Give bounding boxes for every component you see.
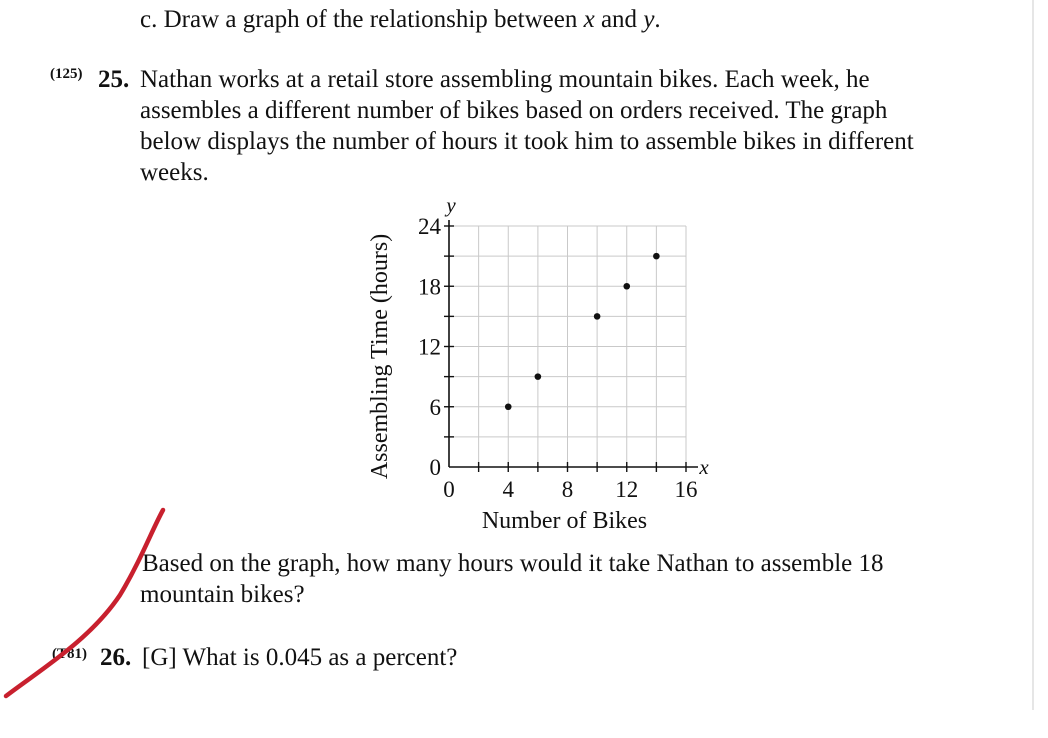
prev-text-a: Draw a graph of the relationship between [163,6,584,33]
q26-lesson-ref: (T81) [52,646,87,662]
page-edge-divider [1032,0,1034,710]
x-tick-label: 0 [443,477,455,502]
q25-follow-up-1: Based on the graph, how many hours would it take Nathan to assemble 18 [142,550,884,577]
data-point [623,283,630,290]
chart-points [505,253,660,410]
prev-text-b: and [594,6,644,33]
q25-line-2: assembles a different number of bikes based on orders received. The graph [140,97,888,124]
y-tick-label: 24 [418,214,441,239]
x-axis-title: Number of Bikes [481,508,648,534]
x-tick-label: 4 [502,477,514,502]
q25-number: 25. [98,66,130,93]
q26-number: 26. [100,644,132,671]
y-tick-label: 0 [429,455,441,480]
y-axis-variable: y [446,193,456,217]
data-point [505,403,512,410]
prev-var-y: y [643,6,655,33]
y-tick-label: 6 [429,394,441,420]
x-tick-label: 16 [674,477,698,502]
q25-line-1: Nathan works at a retail store assembling mountain bikes. Each week, he [140,66,870,93]
q25-lesson-ref: (125) [50,66,83,82]
data-point [653,253,660,260]
prev-part-label: c. [140,6,158,33]
x-tick-label: 12 [615,477,639,502]
data-point [594,313,601,320]
y-tick-label: 18 [418,274,441,300]
q25-line-3: below displays the number of hours it took him to assemble bikes in different [140,128,914,155]
q25-follow-up-2: mountain bikes? [140,581,305,608]
prev-var-x: x [583,6,595,33]
x-axis-variable: x [699,455,709,479]
q25-line-4: weeks. [140,159,209,186]
scatter-chart [360,190,720,540]
y-axis-title: Assembling Time (hours) [367,233,393,480]
red-checkmark-annotation [0,500,200,710]
y-tick-label: 12 [418,334,441,360]
data-point [535,373,542,380]
x-tick-label: 8 [561,477,574,502]
prev-text-c: . [654,6,661,33]
prev-question-c [140,4,661,35]
chart-grid [449,226,686,467]
q26-text: [G] What is 0.045 as a percent? [142,644,458,671]
